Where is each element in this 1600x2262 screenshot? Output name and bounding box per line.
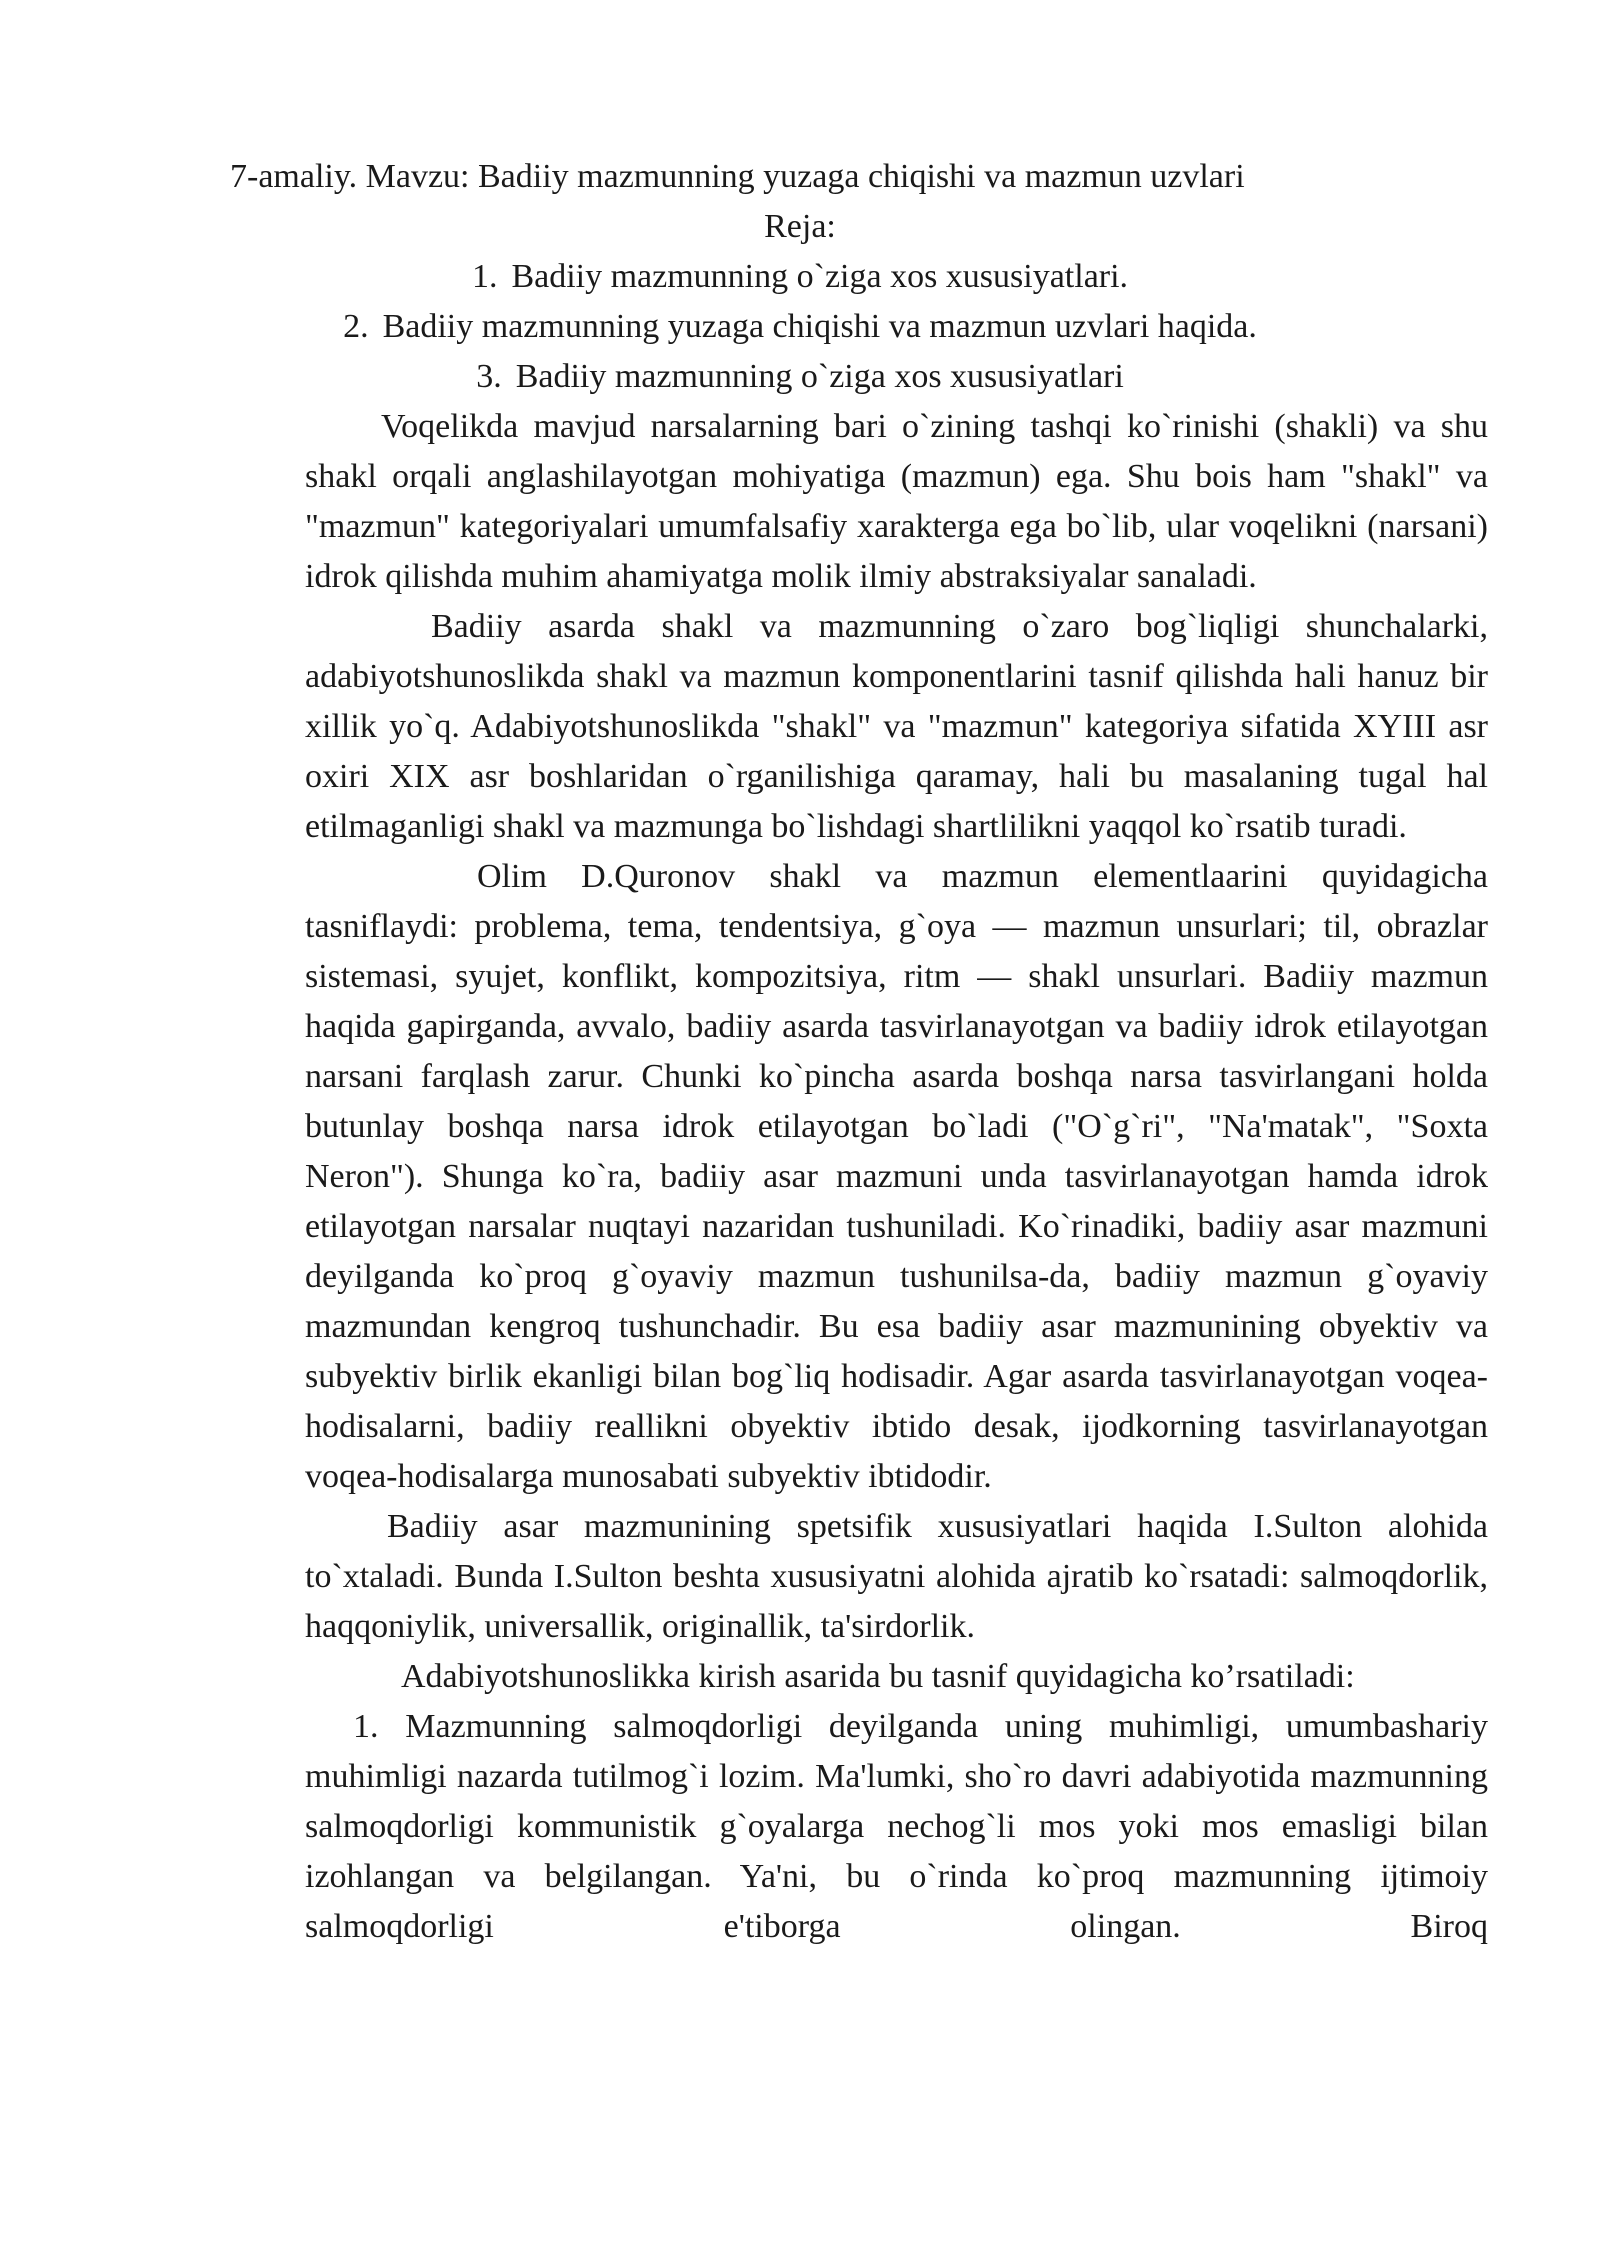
paragraph-quronov-classification: Olim D.Quronov shakl va mazmun elementlaarini quyidagicha tasniflaydi: problema, tema, tendentsiya, g`oya — mazmun unsurlari; til, obrazlar sistemasi, syujet, konflikt, kompozitsiya, ritm — shakl unsurlari. Badiiy mazmun haqida gapirganda, avvalo, badiiy asarda tasvirlanayotgan va badiiy idrok etilayotgan narsani farqlash zarur. Chunki ko`pincha asarda boshqa narsa tasvirlangani holda butunlay boshqa narsa idrok etilayotgan bo`ladi ("O`g`ri", "Na'matak", "Soxta Neron"). Shunga ko`ra, badiiy asar mazmuni unda tasvirlanayotgan hamda idrok etilayotgan narsalar nuqtayi nazaridan tushuniladi. Ko`rinadiki, badiiy asar mazmuni deyilganda ko`proq g`oyaviy mazmun tushunilsa-da, badiiy mazmun g`oyaviy mazmundan kengroq tushunchadir. Bu esa badiiy asar mazmunining obyektiv va subyektiv birlik ekanligi bilan bog`liq hodisadir. Agar asarda tasvirlanayotgan voqea-hodisalarni, badiiy reallikni obyektiv ibtido desak, ijodkorning tasvirlanayotgan voqea-hodisalarga munosabati subyektiv ibtidodir. [305, 858, 1488, 1495]
plan-item-text: Badiiy mazmunning o`ziga xos xususiyatlari [515, 358, 1124, 395]
plan-item-number: 1. [471, 258, 498, 295]
document-title: 7-amaliy. Mavzu: Badiiy mazmunning yuzaga chiqishi va mazmun uzvlari [230, 158, 1245, 195]
plan-item [0, 352, 1600, 402]
plan-heading: Reja: [764, 208, 836, 245]
plan-item-text: Badiiy mazmunning o`ziga xos xususiyatlari. [511, 258, 1129, 295]
paragraph-form-content: Voqelikda mavjud narsalarning bari o`zining tashqi ko`rinishi (shakli) va shu shakl orqali anglashilayotgan mohiyatiga (mazmun) ega. Shu bois ham "shakl" va "mazmun" kategoriyalari umumfalsafiy xarakterga ega bo`lib, ular voqelikni (narsani) idrok qilishda muhim ahamiyatga molik ilmiy abstraksiyalar sanaladi. [305, 408, 1488, 595]
paragraph-significance: 1. Mazmunning salmoqdorligi deyilganda uning muhimligi, umumbashariy muhimligi nazarda tutilmog`i lozim. Ma'lumki, sho`ro davri adabiyotida mazmunning salmoqdorligi kommunistik g`oyalarga nechog`li mos yoki mos emasligi bilan izohlangan va belgilangan. Ya'ni, bu o`rinda ko`proq mazmunning ijtimoiy salmoqdorligi e'tiborga olingan. Biroq [305, 1708, 1488, 1945]
document-body [305, 402, 1488, 1952]
plan-list [0, 252, 1600, 402]
plan-item-number: 2. [343, 308, 369, 345]
paragraph-classification-intro: Adabiyotshunoslikka kirish asarida bu tasnif quyidagicha ko’rsatiladi: [401, 1658, 1355, 1695]
plan-item-number: 3. [476, 358, 502, 395]
plan-item [0, 252, 1600, 302]
plan-item-text: Badiiy mazmunning yuzaga chiqishi va mazmun uzvlari haqida. [382, 308, 1257, 345]
plan-item [0, 302, 1600, 352]
paragraph-interdependence: Badiiy asarda shakl va mazmunning o`zaro bog`liqligi shunchalarki, adabiyotshunoslikda shakl va mazmun komponentlarini tasnif qilishda hali hanuz bir xillik yo`q. Adabiyotshunoslikda "shakl" va "mazmun" kategoriya sifatida XYIII asr oxiri XIX asr boshlaridan o`rganilishiga qaramay, hali bu masalaning tugal hal etilmaganligi shakl va mazmunga bo`lishdagi shartlilikni yaqqol ko`rsatib turadi. [305, 608, 1488, 845]
paragraph-sulton-features: Badiiy asar mazmunining spetsifik xususiyatlari haqida I.Sulton alohida to`xtaladi. Bunda I.Sulton beshta xususiyatni alohida ajratib ko`rsatadi: salmoqdorlik, haqqoniylik, universallik, originallik, ta'sirdorlik. [305, 1508, 1488, 1645]
